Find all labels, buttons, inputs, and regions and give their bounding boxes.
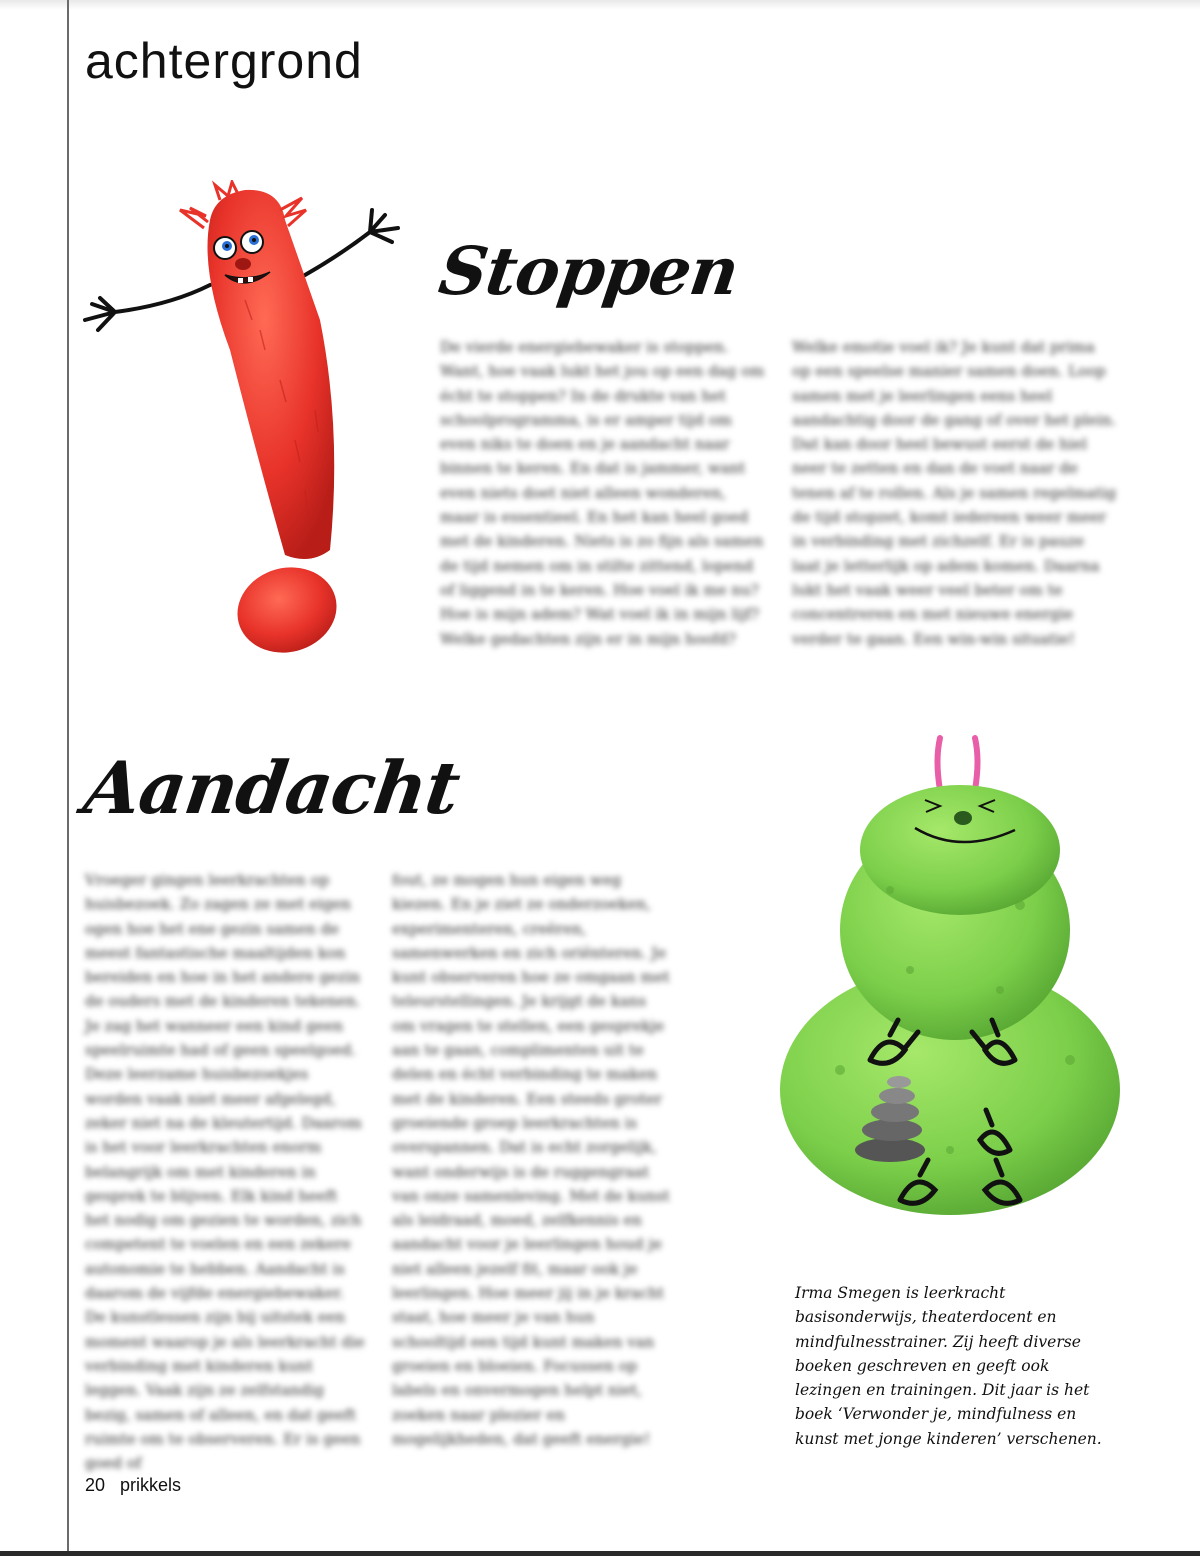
page-number: 20 <box>85 1475 106 1495</box>
aandacht-column-1: Vroeger gingen leerkrachten op huisbezoek. Zo zagen ze met eigen ogen hoe het ene gezin samen de meest fantastische maaltijden kon bereiden en hoe in het andere gezin de ouders met de kinderen tekenen. Je zag het wanneer een kind geen speelruimte had of geen speelgoed. Deze leerzame huisbezoekjes worden vaak niet meer afgelegd, zeker niet na de kleutertijd. Daarom is het voor leerkrachten enorm belangrijk om met kinderen in gesprek te blijven. Elk kind heeft het nodig om gezien te worden, zich competent te voelen en een zekere autonomie te hebben. Aandacht is daarom de vijfde energiebewaker. De kunstlessen zijn bij uitstek een moment waarop je als leerkracht die verbinding met kinderen kunt leggen. Vaak zijn ze zelfstandig bezig, samen of alleen, en dat geeft ruimte om te observeren. Er is geen goed of <box>85 871 365 1473</box>
stoppen-heading: Stoppen <box>434 232 743 310</box>
stoppen-column-2: Welke emotie voel ik? Je kunt dat prima op een speelse manier samen doen. Loop samen met je leerlingen eens heel aandachtig door de gang of over het plein. Dat kan door heel bewust eerst de hiel neer te zetten en dan de voet naar de tenen af te rollen. Als je samen regelmatig de tijd stopzet, komt iedereen weer meer in verbinding met zichzelf. Er is pauze laat je letterlijk op adem komen. Daarna lukt het vaak weer veel beter om te concentreren en met nieuwe energie verder te gaan. Een win-win situatie! <box>792 338 1117 648</box>
red-exclamation-creature-illustration <box>80 180 410 660</box>
magazine-name: prikkels <box>120 1475 182 1495</box>
page-footer <box>85 1475 181 1496</box>
stoppen-column-1: De vierde energiebewaker is stoppen. Want, hoe vaak lukt het jou op een dag om écht te stoppen? In de drukte van het schoolprogramma, is er amper tijd om even niks te doen en je aandacht naar binnen te keren. En dat is jammer, want even niets doet niet alleen wonderen, maar is essentieel. En het kan heel goed met de kinderen. Niets is zo fijn als samen de tijd nemen om in stilte zittend, lopend of liggend in te keren. Hoe voel ik me nu? Hoe is mijn adem? Wat voel ik in mijn lijf? Welke gedachten zijn er in mijn hoofd? <box>440 338 765 648</box>
aandacht-heading: Aandacht <box>79 745 465 830</box>
page-margin-rule <box>67 0 69 1556</box>
top-edge-shadow <box>0 0 1200 10</box>
author-bio: Irma Smegen is leerkracht basisonderwijs, theaterdocent en mindfulnesstrainer. Zij heeft diverse boeken geschreven en geeft ook lezingen en trainingen. Dit jaar is het boek ‘Verwonder je, mindfulness en kunst met jonge kinderen’ verschenen. <box>795 1284 1102 1448</box>
green-meditating-creature-illustration <box>770 730 1130 1230</box>
aandacht-column-2: fout, ze mogen hun eigen weg kiezen. En je ziet ze onderzoeken, experimenteren, creëren, samenwerken en zich oriënteren. Je kunt observeren hoe ze omgaan met teleurstellingen. Je krijgt de kans om vragen te stellen, een gesprekje aan te gaan, complimenten uit te delen en écht verbinding te maken met de kinderen. Een steeds groter groeiende groep leerkrachten is overspannen. Dat is echt zorgelijk, want onderwijs is de ruggengraat van onze samenleving. Met de kunst als leidraad, moed, zelfkennis en aandacht voor je leerlingen houd je niet alleen jezelf fit, maar ook je leerlingen. Hoe meer jij in je kracht staat, hoe meer je van hun schooltijd een tijd kunt maken van groeien en bloeien. Focussen op labels en onvermogen helpt niet, zoeken naar plezier en mogelijkheden, dat geeft energie! <box>392 871 670 1448</box>
bottom-edge-bar <box>0 1551 1200 1556</box>
section-label: achtergrond <box>85 33 363 89</box>
